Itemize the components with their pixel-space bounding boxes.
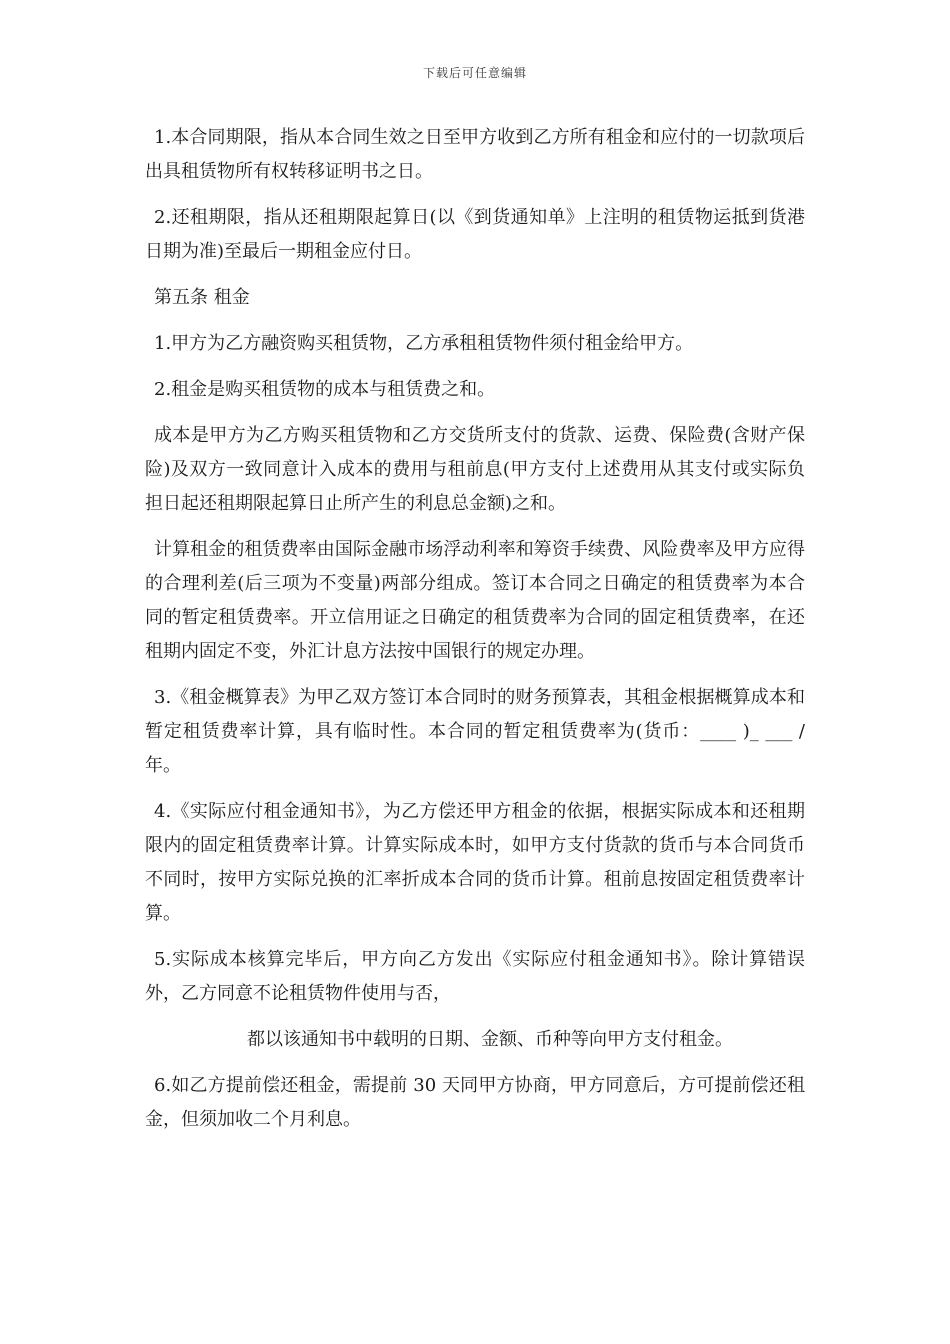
- paragraph-rent-1: 1.甲方为乙方融资购买租赁物，乙方承租租赁物件须付租金给甲方。: [154, 333, 694, 354]
- paragraph-rent-4: 4.《实际应付租金通知书》，为乙方偿还甲方租金的依据，根据实际成本和还租期限内的固定租赁费率计算。计算实际成本时，如甲方支付货款的货币与本合同货币不同时，按甲方实际兑换的汇率折成本合同的货币计算。租前息按固定租赁费率计算。: [145, 801, 805, 924]
- header-note: 下载后可任意编辑: [422, 66, 527, 80]
- paragraph-rent-3: 3.《租金概算表》为甲乙双方签订本合同时的财务预算表，其租金根据概算成本和暂定租赁费率计算，具有临时性。本合同的暂定租赁费率为(货币：____ )_ ___ /年。: [145, 687, 805, 776]
- section-heading-rent: 第五条 租金: [154, 287, 250, 308]
- paragraph-rent-2: 2.租金是购买租赁物的成本与租赁费之和。: [154, 379, 496, 400]
- document-body: [145, 121, 805, 1149]
- paragraph-rent-5-continued: 都以该通知书中载明的日期、金额、币种等向甲方支付租金。: [247, 1029, 733, 1050]
- paragraph-repayment-period: 2.还租期限，指从还租期限起算日(以《到货通知单》上注明的租赁物运抵到货港日期为准)至最后一期租金应付日。: [145, 207, 805, 262]
- paragraph-term-period: 1.本合同期限，指从本合同生效之日至甲方收到乙方所有租金和应付的一切款项后出具租赁物所有权转移证明书之日。: [145, 127, 805, 182]
- paragraph-rate-definition: 计算租金的租赁费率由国际金融市场浮动利率和筹资手续费、风险费率及甲方应得的合理利差(后三项为不变量)两部分组成。签订本合同之日确定的租赁费率为本合同的暂定租赁费率。开立信用证之日确定的租赁费率为合同的固定租赁费率，在还租期内固定不变，外汇计息方法按中国银行的规定办理。: [145, 539, 805, 662]
- paragraph-rent-6: 6.如乙方提前偿还租金，需提前 30 天同甲方协商，甲方同意后，方可提前偿还租金，但须加收二个月利息。: [145, 1075, 805, 1130]
- paragraph-rent-5: 5.实际成本核算完毕后，甲方向乙方发出《实际应付租金通知书》。除计算错误外，乙方同意不论租赁物件使用与否，: [145, 949, 805, 1004]
- paragraph-cost-definition: 成本是甲方为乙方购买租赁物和乙方交货所支付的货款、运费、保险费(含财产保险)及双方一致同意计入成本的费用与租前息(甲方支付上述费用从其支付或实际负担日起还租期限起算日止所产生的利息总金额)之和。: [145, 425, 805, 514]
